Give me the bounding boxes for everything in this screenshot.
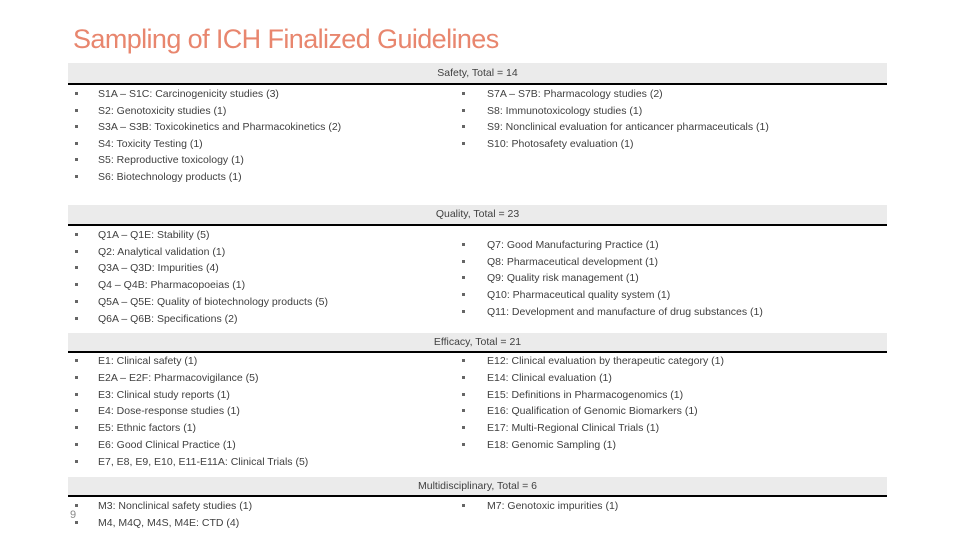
bullet-icon <box>462 125 465 128</box>
guideline-list-item: Q1A – Q1E: Stability (5) <box>98 229 210 241</box>
guideline-list-item: Q4 – Q4B: Pharmacopoeias (1) <box>98 279 246 292</box>
bullet-icon <box>462 92 465 95</box>
guideline-list-item: S10: Photosafety evaluation (1) <box>487 137 634 150</box>
bullet-icon <box>75 300 78 303</box>
page-title: Sampling of ICH Finalized Guidelines <box>73 24 499 54</box>
section-header-label: Multidisciplinary, Total = 6 <box>418 480 537 492</box>
section-header <box>68 205 887 226</box>
guideline-list-item: S5: Reproductive toxicology (1) <box>98 154 244 166</box>
guideline-list-item: E17: Multi-Regional Clinical Trials (1) <box>487 422 660 435</box>
bullet-icon <box>462 276 465 279</box>
bullet-icon <box>75 393 78 396</box>
bullet-icon <box>75 504 78 507</box>
guideline-list-item: E4: Dose-response studies (1) <box>98 405 240 418</box>
guideline-list-item: E2A – E2F: Pharmacovigilance (5) <box>98 371 259 384</box>
bullet-icon <box>75 142 78 145</box>
bullet-icon <box>462 376 465 379</box>
guideline-list-item: E1: Clinical safety (1) <box>98 355 198 367</box>
guideline-list-item: S7A – S7B: Pharmacology studies (2) <box>487 88 663 100</box>
guideline-list-item: E7, E8, E9, E10, E11-E11A: Clinical Trials (5) <box>98 455 309 468</box>
bullet-icon <box>75 250 78 253</box>
page-number: 9 <box>70 509 77 521</box>
guideline-list-item: S4: Toxicity Testing (1) <box>98 137 203 150</box>
guideline-list-item: E3: Clinical study reports (1) <box>98 388 230 401</box>
guideline-list-item: Q3A – Q3D: Impurities (4) <box>98 262 219 275</box>
guideline-list-item: E6: Good Clinical Practice (1) <box>98 439 236 451</box>
bullet-icon <box>462 393 465 396</box>
bullet-icon <box>75 317 78 320</box>
guideline-list-item: E12: Clinical evaluation by therapeutic category (1) <box>487 355 724 367</box>
bullet-icon <box>75 460 78 463</box>
bullet-icon <box>462 142 465 145</box>
guideline-list-item: Q11: Development and manufacture of drug substances (1) <box>487 305 763 318</box>
bullet-icon <box>75 359 78 362</box>
bullet-icon <box>75 125 78 128</box>
bullet-icon <box>462 260 465 263</box>
bullet-icon <box>462 504 465 507</box>
section-header-label: Efficacy, Total = 21 <box>433 336 522 348</box>
bullet-icon <box>462 109 465 112</box>
bullet-icon <box>75 109 78 112</box>
guideline-list-item: S8: Immunotoxicology studies (1) <box>487 104 643 117</box>
bullet-icon <box>462 426 465 429</box>
bullet-icon <box>462 409 465 412</box>
guideline-list-item: Q2: Analytical validation (1) <box>98 245 226 258</box>
guideline-list-item: Q6A – Q6B: Specifications (2) <box>98 312 238 325</box>
guideline-list-item: S3A – S3B: Toxicokinetics and Pharmacokinetics (2) <box>98 121 342 133</box>
guideline-list-item: M7: Genotoxic impurities (1) <box>487 500 619 512</box>
guideline-list-item: M4, M4Q, M4S, M4E: CTD (4) <box>98 516 240 529</box>
section-header <box>68 333 887 353</box>
section-header <box>68 63 887 85</box>
bullet-icon <box>462 293 465 296</box>
bullet-icon <box>462 243 465 246</box>
guideline-list-item: S6: Biotechnology products (1) <box>98 170 242 183</box>
guideline-list-item: Q8: Pharmaceutical development (1) <box>487 255 658 268</box>
guideline-list-item: S1A – S1C: Carcinogenicity studies (3) <box>98 88 279 100</box>
guideline-list-item: E18: Genomic Sampling (1) <box>487 439 616 451</box>
bullet-icon <box>75 376 78 379</box>
guideline-list-item: M3: Nonclinical safety studies (1) <box>98 500 253 512</box>
section-header-label: Quality, Total = 23 <box>435 208 520 220</box>
bullet-icon <box>462 443 465 446</box>
bullet-icon <box>75 443 78 446</box>
guideline-list-item: E15: Definitions in Pharmacogenomics (1) <box>487 388 684 401</box>
guideline-list-item: E5: Ethnic factors (1) <box>98 422 197 435</box>
guideline-list-item: S2: Genotoxicity studies (1) <box>98 104 227 117</box>
bullet-icon <box>75 409 78 412</box>
guideline-list-item: Q5A – Q5E: Quality of biotechnology products (5) <box>98 295 328 308</box>
bullet-icon <box>75 266 78 269</box>
bullet-icon <box>462 359 465 362</box>
bullet-icon <box>75 426 78 429</box>
bullet-icon <box>75 233 78 236</box>
bullet-icon <box>75 158 78 161</box>
section-header <box>68 477 887 497</box>
guideline-list-item: E16: Qualification of Genomic Biomarkers (1) <box>487 405 698 418</box>
bullet-icon <box>462 310 465 313</box>
bullet-icon <box>75 175 78 178</box>
guideline-list-item: S9: Nonclinical evaluation for anticancer pharmaceuticals (1) <box>487 121 769 133</box>
guideline-list-item: E14: Clinical evaluation (1) <box>487 371 612 384</box>
guideline-list-item: Q10: Pharmaceutical quality system (1) <box>487 289 671 302</box>
section-header-label: Safety, Total = 14 <box>437 67 518 79</box>
guideline-list-item: Q9: Quality risk management (1) <box>487 272 639 285</box>
bullet-icon <box>75 283 78 286</box>
guideline-list-item: Q7: Good Manufacturing Practice (1) <box>487 239 659 251</box>
bullet-icon <box>75 92 78 95</box>
